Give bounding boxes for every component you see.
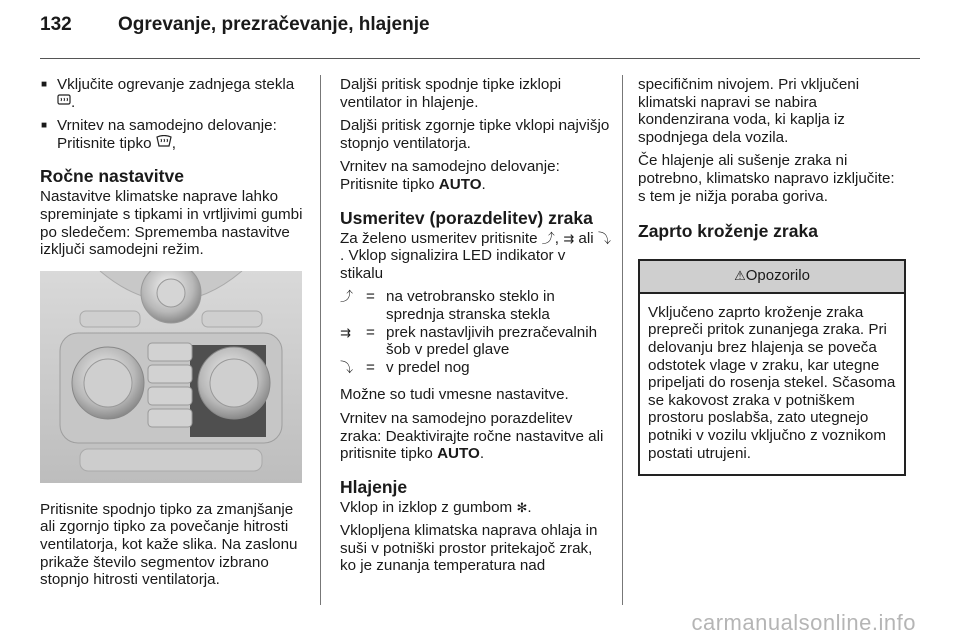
col2-p4: Za želeno usmeritev pritisnite ⤴, ⇉ ali ⤵. Vklop signalizira LED indikator v stikalu [340,229,611,282]
heading-manual-settings: Ročne nastavitve [40,166,184,187]
list-item: ⤴ = na vetrobransko steklo in sprednja stranska stekla [340,288,555,323]
heading-recirculation: Zaprto kroženje zraka [638,221,818,242]
bullet-auto-return: ■ Vrnitev na samodejno delovanje: Pritisnite tipko , [40,117,308,152]
col3-p1: specifičnim nivojem. Pri vključeni klimatski napravi se nabira kondenzirana voda, ki kaplja iz spodnjega dela vozila. [638,76,860,146]
col2-p2: Daljši pritisk zgornje tipke vklopi najvišjo stopnjo ventilatorja. [340,117,610,152]
distribution-definitions [340,288,612,376]
column-3 [638,76,906,476]
column-divider-1 [320,75,321,605]
airflow-windscreen-icon: ⤴ [340,289,354,305]
column-divider-2 [622,75,623,605]
windscreen-demist-icon [156,135,172,153]
list-item: ⤵ = v predel nog [340,358,470,376]
header-rule [40,58,920,59]
warning-box [638,259,906,476]
page-header [40,14,430,36]
auto-label: AUTO [438,175,482,193]
manual-settings-text: Nastavitve klimatske naprave lahko spreminjate s tipkami in vrtljivimi gumbi po sledečem: Sprememba nastavitve izključi samodejni režim. [40,188,303,259]
airflow-feet-icon: ⤵ [597,230,611,246]
warning-triangle-icon: ⚠ [734,268,746,284]
warning-text: Vključeno zaprto kroženje zraka prepreči pritok zunanjega zraka. Pri delovanju brez hlajenja se poveča odstotek vlage v zraku, kar utegne pripeljati do rosenja stekel. Sčasoma se kakovost zraka v potniškem prostoru poslabša, zato utegnejo potniki v vozilu vključno z voznikom postati utrujeni. [648,303,896,462]
col2-p1: Dalјši pritisk spodnje tipke izklopi ventilator in hlajenje. [340,76,562,111]
heading-air-distribution: Usmeritev (porazdelitev) zraka [340,207,593,228]
fan-speed-text: Pritisnite spodnjo tipko za zmanjšanje ali zgornjo tipko za povečanje hitrosti ventilatorja, kot kaže slika. Na zaslonu prikaže število segmentov izbrano stopnjo hitrosti ventilatorja. [40,500,298,589]
col2-p3: Vrnitev na samodejno delovanje: Pritisnite tipko AUTO. [340,158,560,193]
col3-p2: Če hlajenje ali sušenje zraka ni potrebno, klimatsko napravo izključite: s tem je nižja poraba goriva. [638,152,895,205]
airflow-head-icon: ⇉ [340,324,351,340]
page-number: 132 [40,14,72,35]
column-1 [40,76,308,595]
col2-p6: Vrnitev na samodejno porazdelitev zraka: Deaktivirajte ročne nastavitve ali pritisnite tipko AUTO. [340,409,604,463]
list-item: ⇉ = prek nastavljivih prezračevalnih šob v predel glave [340,323,598,359]
page-title: Ogrevanje, prezračevanje, hlajenje [118,14,430,35]
snowflake-icon: ✻ [516,499,528,515]
airflow-windscreen-icon: ⤴ [541,230,555,246]
rear-window-heating-icon [57,94,71,112]
climate-control-photo [40,271,302,483]
auto-label: AUTO [437,445,480,463]
col2-p7: Vklop in izklop z gumbom ✻. [340,498,532,516]
column-2 [340,76,612,581]
col2-p5: Možne so tudi vmesne nastavitve. [340,386,569,404]
warning-header [640,261,904,294]
bullet-rear-heating: ■ Vključite ogrevanje zadnjega stekla . [40,76,308,111]
watermark: carmanualsonline.info [691,610,916,635]
warning-title: Opozorilo [745,267,810,285]
heading-cooling: Hlajenje [340,476,408,497]
airflow-head-icon: ⇉ [563,230,575,246]
col2-p8: Vklopljena klimatska naprava ohlaja in suši v potniški prostor pritekajoč zrak, ko je zunanja temperatura nad [340,522,598,575]
airflow-feet-icon: ⤵ [340,359,354,375]
